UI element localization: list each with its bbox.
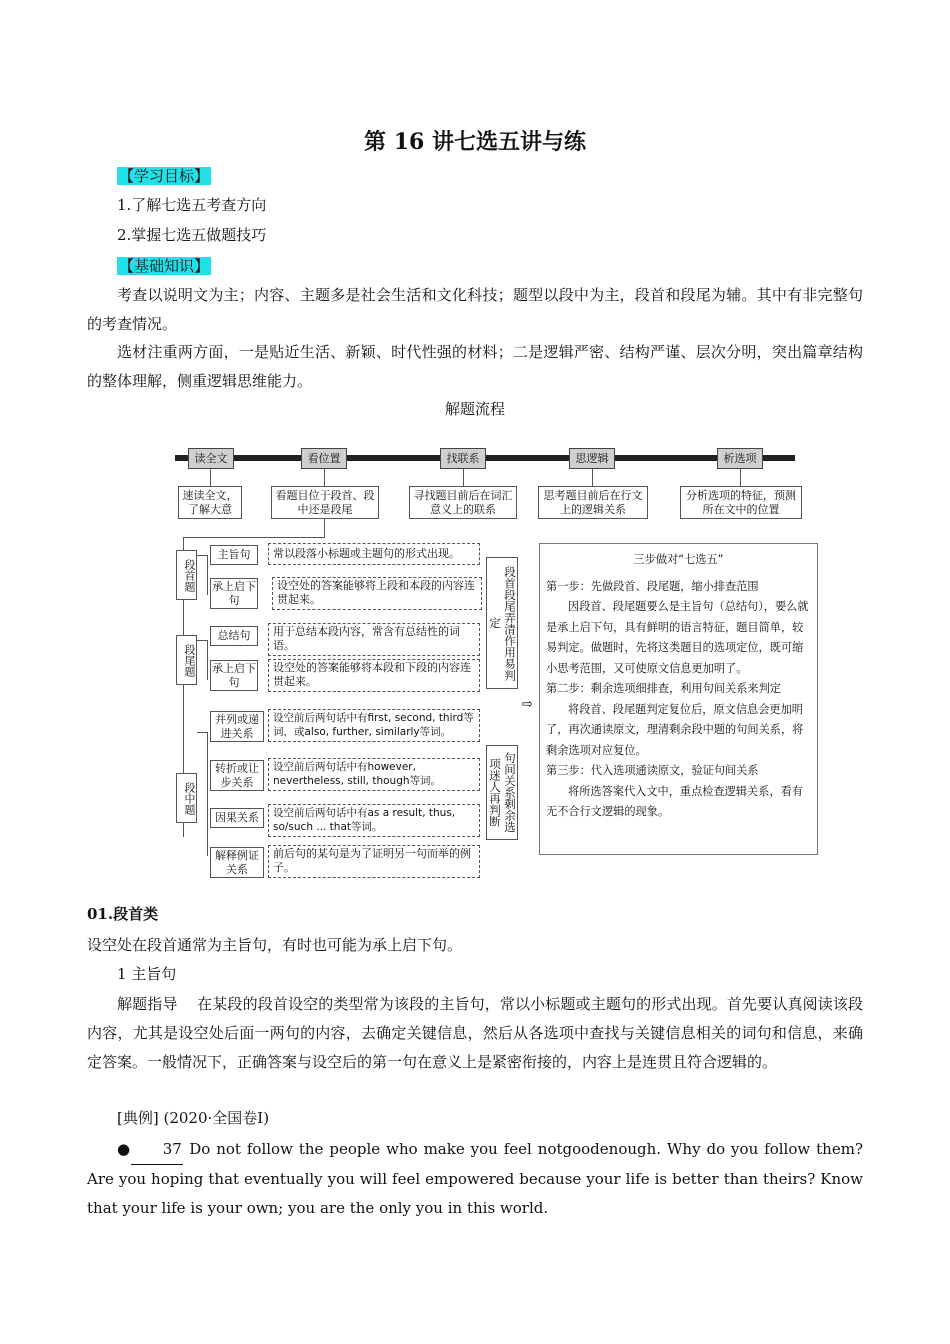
note-middle: 句间关系剩余选项迷人再判断 — [486, 745, 518, 840]
step-options-desc: 分析选项的特征，预测所在文中的位置 — [680, 486, 802, 519]
step-position-desc: 看题目位于段首、段中还是段尾 — [271, 486, 379, 519]
three-steps-box — [539, 543, 818, 855]
subsection-1: 1 主旨句 — [117, 965, 177, 983]
basics-tag: 【基础知识】 — [119, 257, 210, 275]
step-link: 找联系 — [440, 448, 486, 469]
goals-tag: 【学习目标】 — [119, 167, 210, 185]
side-step-2: 第二步：剩余选项细排查，利用句间关系来判定 — [546, 682, 781, 695]
side-step-3-desc: 将所选答案代入文中，重点检查逻辑关系，看有无不合行文逻辑的现象。 — [546, 784, 803, 818]
row-label-1: 主旨句 — [210, 545, 258, 565]
bullet: ● — [117, 1140, 132, 1158]
example-paragraph — [87, 1135, 863, 1223]
side-step-3: 第三步：代入选项通读原文，验证句间关系 — [546, 764, 759, 777]
flow-caption: 解题流程 — [444, 400, 505, 418]
basics-paragraph-2: 选材注重两方面，一是贴近生活、新颖、时代性强的材料；二是逻辑严密、结构严谨、层次分明，突出篇章结构的整体理解，侧重逻辑思维能力。 — [87, 343, 863, 390]
row-desc-1: 常以段落小标题或主题句的形式出现。 — [268, 543, 480, 565]
row-label-3: 总结句 — [210, 626, 258, 646]
step-logic-desc: 思考题目前后在行文上的逻辑关系 — [538, 486, 648, 519]
goal-2: 2.掌握七选五做题技巧 — [117, 226, 267, 244]
row-label-6: 转折或让步关系 — [210, 760, 264, 791]
row-desc-3: 用于总结本段内容，常含有总结性的词语。 — [268, 623, 480, 656]
goal-1: 1.了解七选五考查方向 — [117, 196, 267, 214]
row-label-8: 解释例证关系 — [210, 847, 264, 878]
step-read-desc: 速读全文，了解大意 — [178, 486, 242, 519]
side-step-1-desc: 因段首、段尾题要么是主旨句（总结句），要么就是承上启下句，具有鲜明的语言特征，题目简单，较易判定。做题时，先将这类题目的选项定位，既可缩小思考范围，又可使原文信息更加明了。 — [546, 600, 809, 675]
step-position: 看位置 — [301, 448, 347, 469]
note-start-end: 段首段尾弄清作用易判定 — [486, 557, 518, 689]
example-text: Do not follow the people who make you feel notgoodenough. Why do you follow them? Are you hoping that eventually you will feel empowered because your life is better than theirs? Know that your life is your own; you are the only you in this world. — [87, 1140, 863, 1217]
row-desc-7: 设空前后两句话中有as a result, thus, so/such ... that等词。 — [268, 804, 480, 837]
row-label-7: 因果关系 — [210, 808, 264, 828]
page-title: 第 16 讲七选五讲与练 — [364, 129, 586, 155]
step-options: 析选项 — [717, 448, 763, 469]
row-desc-8: 前后句的某句是为了证明另一句而举的例子。 — [268, 845, 480, 878]
side-title: 三步做对“七选五” — [633, 553, 724, 566]
step-logic: 思逻辑 — [569, 448, 615, 469]
section-01-title: 01.段首类 — [87, 905, 159, 923]
section-01-intro: 设空处在段首通常为主旨句，有时也可能为承上启下句。 — [87, 936, 463, 954]
row-desc-5: 设空前后两句话中有first, second, third等词，或also, further, similarly等词。 — [268, 709, 480, 742]
answer-blank: 37 — [131, 1135, 183, 1165]
row-label-5: 并列或递进关系 — [210, 711, 264, 742]
basics-paragraph-1: 考查以说明文为主；内容、主题多是社会生活和文化科技；题型以段中为主，段首和段尾为辅。其中有非完整句的考查情况。 — [87, 286, 863, 333]
side-step-2-desc: 将段首、段尾题判定复位后，原文信息会更加明了，再次通读原文，理清剩余段中题的句间关系，将剩余选项对应复位。 — [546, 702, 804, 757]
row-label-2: 承上启下句 — [212, 580, 256, 607]
row-desc-4: 设空处的答案能够将本段和下段的内容连贯起来。 — [268, 659, 480, 692]
group-end: 段尾题 — [176, 635, 197, 685]
group-start: 段首题 — [176, 550, 197, 600]
row-desc-6: 设空前后两句话中有however, nevertheless, still, though等词。 — [268, 758, 480, 791]
row-label-4: 承上启下句 — [212, 662, 256, 689]
step-read: 读全文 — [188, 448, 234, 469]
row-desc-2: 设空处的答案能够将上段和本段的内容连贯起来。 — [272, 577, 482, 610]
step-link-desc: 寻找题目前后在词汇意义上的联系 — [409, 486, 517, 519]
side-step-1: 第一步：先做段首、段尾题，缩小排查范围 — [546, 579, 759, 593]
solution-flowchart — [175, 445, 818, 883]
arrow-icon: ⇨ — [522, 697, 533, 712]
example-label: [典例] (2020·全国卷Ⅰ) — [117, 1109, 270, 1127]
group-mid: 段中题 — [176, 773, 197, 823]
guide-paragraph: 解题指导 在某段的段首设空的类型常为该段的主旨句，常以小标题或主题句的形式出现。首先要认真阅读该段内容，尤其是设空处后面一两句的内容，去确定关键信息，然后从各选项中查找与关键信息相关的词句和信息，来确定答案。一般情况下，正确答案与设空后的第一句在意义上是紧密衔接的，内容上是连贯且符合逻辑的。 — [87, 995, 863, 1071]
